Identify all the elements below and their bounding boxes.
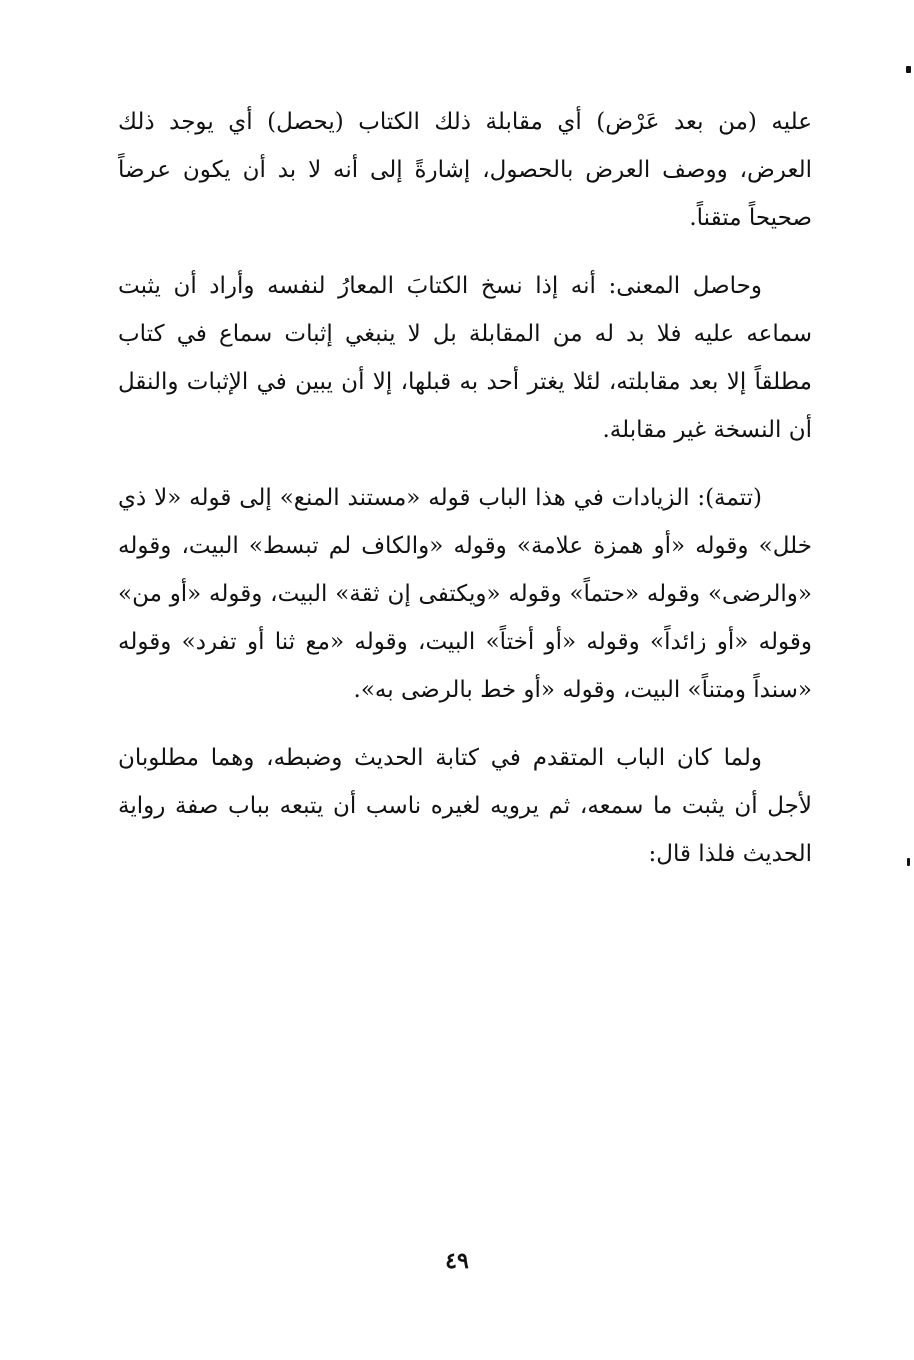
paragraph-supplement: (تتمة): الزيادات في هذا الباب قوله «مستند المنع» إلى قوله «لا ذي خلل» وقوله «أو همزة علامة» وقوله «والكاف لم تبسط» البيت، وقوله «والرضى» وقوله «حتماً» وقوله «ويكتفى إن ثقة» البيت، وقوله «أو من» وقوله «أو زائداً» وقوله «أو أختاً» البيت، وقوله «مع ثنا أو تفرد» وقوله «سنداً ومتناً» البيت، وقوله «أو خط بالرضى به». [118,485,812,703]
page-number: ٤٩ [445,1248,469,1274]
margin-mark-top [906,66,911,73]
paragraph-continuation: عليه (من بعد عَرْض) أي مقابلة ذلك الكتاب (يحصل) أي يوجد ذلك العرض، ووصف العرض بالحصول، إشارةً إلى أنه لا بد أن يكون عرضاً صحيحاً متقناً. [118,109,812,231]
page-body [118,98,812,898]
margin-mark-middle [907,858,910,866]
paragraph-meaning-summary: وحاصل المعنى: أنه إذا نسخ الكتابَ المعارُ لنفسه وأراد أن يثبت سماعه عليه فلا بد له من المقابلة بل لا ينبغي إثبات سماع في كتاب مطلقاً إلا بعد مقابلته، لئلا يغتر أحد به قبلها، إلا أن يبين في الإثبات والنقل أن النسخة غير مقابلة. [118,273,812,443]
paragraph-transition: ولما كان الباب المتقدم في كتابة الحديث وضبطه، وهما مطلوبان لأجل أن يثبت ما سمعه، ثم يرويه لغيره ناسب أن يتبعه بباب صفة رواية الحديث فلذا قال: [118,745,812,867]
